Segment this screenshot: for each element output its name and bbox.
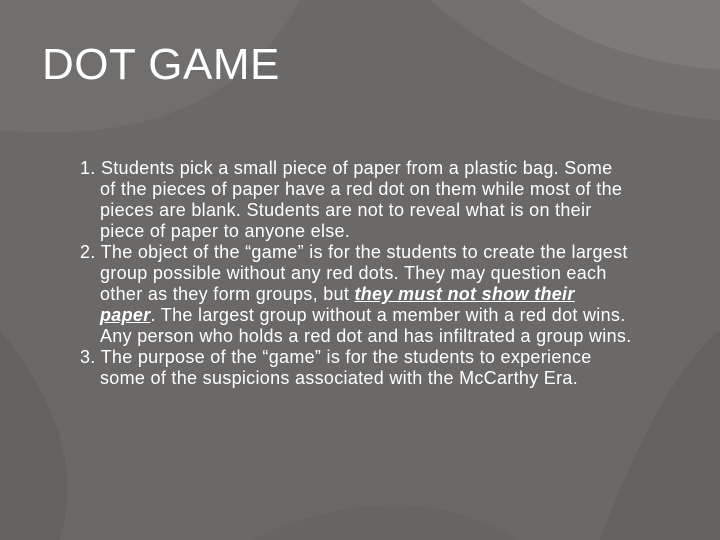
item-number: 1. <box>80 158 96 178</box>
slide-title: DOT GAME <box>42 40 280 89</box>
instruction-list <box>80 158 632 389</box>
item-text: The purpose of the “game” is for the students to experience some of the suspicions associated with the McCarthy Era. <box>100 347 592 388</box>
item-text: Students pick a small piece of paper from a plastic bag. Some of the pieces of paper have a red dot on them while most of the pieces are blank. Students are not to reveal what is on their piece of paper to anyone else. <box>100 158 623 241</box>
item-number: 2. <box>80 242 96 262</box>
item-number: 3. <box>80 347 96 367</box>
list-item <box>80 242 632 347</box>
item-emphasis: they must not show their paper <box>100 284 575 325</box>
background-shape-arc-6 <box>250 505 520 540</box>
list-item <box>80 347 632 389</box>
item-text-before: The object of the “game” is for the students to create the largest group possible without any red dots. They may question each other as they form groups, but <box>100 242 628 304</box>
list-item <box>80 158 632 242</box>
background-shape-arc-3 <box>0 330 68 540</box>
item-text-after: . The largest group without a member with a red dot wins. Any person who holds a red dot and has infiltrated a group wins. <box>100 305 632 346</box>
